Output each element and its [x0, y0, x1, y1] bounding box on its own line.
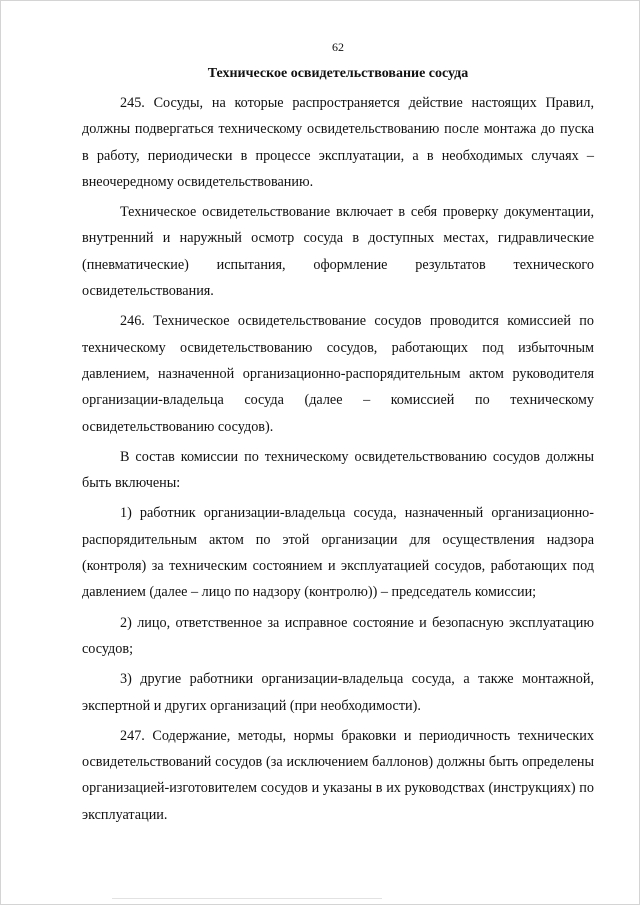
paragraph-247: 247. Содержание, методы, нормы браковки и периодичность технических освидетельствований сосудов (за исключением баллонов) должны быть определены организацией-изготовителем сосудов и указаны в их руководствах (инструкциях) по эксплуатации.	[82, 727, 594, 823]
list-item-3: 3) другие работники организации-владельца сосуда, а также монтажной, экспертной и других организаций (при необходимости).	[82, 671, 594, 714]
document-body	[82, 90, 594, 832]
paragraph-commission-members: В состав комиссии по техническому освидетельствованию сосудов должны быть включены:	[82, 448, 594, 492]
section-title: Техническое освидетельствование сосуда	[207, 66, 469, 81]
paragraph-245: 245. Сосуды, на которые распространяется действие настоящих Правил, должны подвергаться техническому освидетельствованию после монтажа до пуска в работу, периодически в процессе эксплуатации, а в необходимых случаях – внеочередному освидетельствованию.	[82, 95, 594, 190]
list-item-2: 2) лицо, ответственное за исправное состояние и безопасную эксплуатацию сосудов;	[82, 614, 594, 657]
paragraph-inspection-scope: Техническое освидетельствование включает в себя проверку документации, внутренний и наружный осмотр сосуда в доступных местах, гидравлические (пневматические) испытания, оформление результатов технического освидетельствования.	[82, 204, 594, 300]
scan-edge-line	[112, 898, 382, 899]
paragraph-246: 246. Техническое освидетельствование сосудов проводится комиссией по техническому освидетельствованию сосудов, работающих под избыточным давлением, назначенной организационно-распорядительным актом руководителя организации-владельца сосуда (далее – комиссией по техническому освидетельствованию сосудов).	[82, 313, 594, 435]
list-item-1: 1) работник организации-владельца сосуда, назначенный организационно-распорядительным актом по этой организации для осуществления надзора (контроля) за техническим состоянием и эксплуатацией сосудов, работающих под давлением (далее – лицо по надзору (контролю)) – председатель комиссии;	[82, 505, 594, 601]
page-number: 62	[332, 40, 344, 54]
